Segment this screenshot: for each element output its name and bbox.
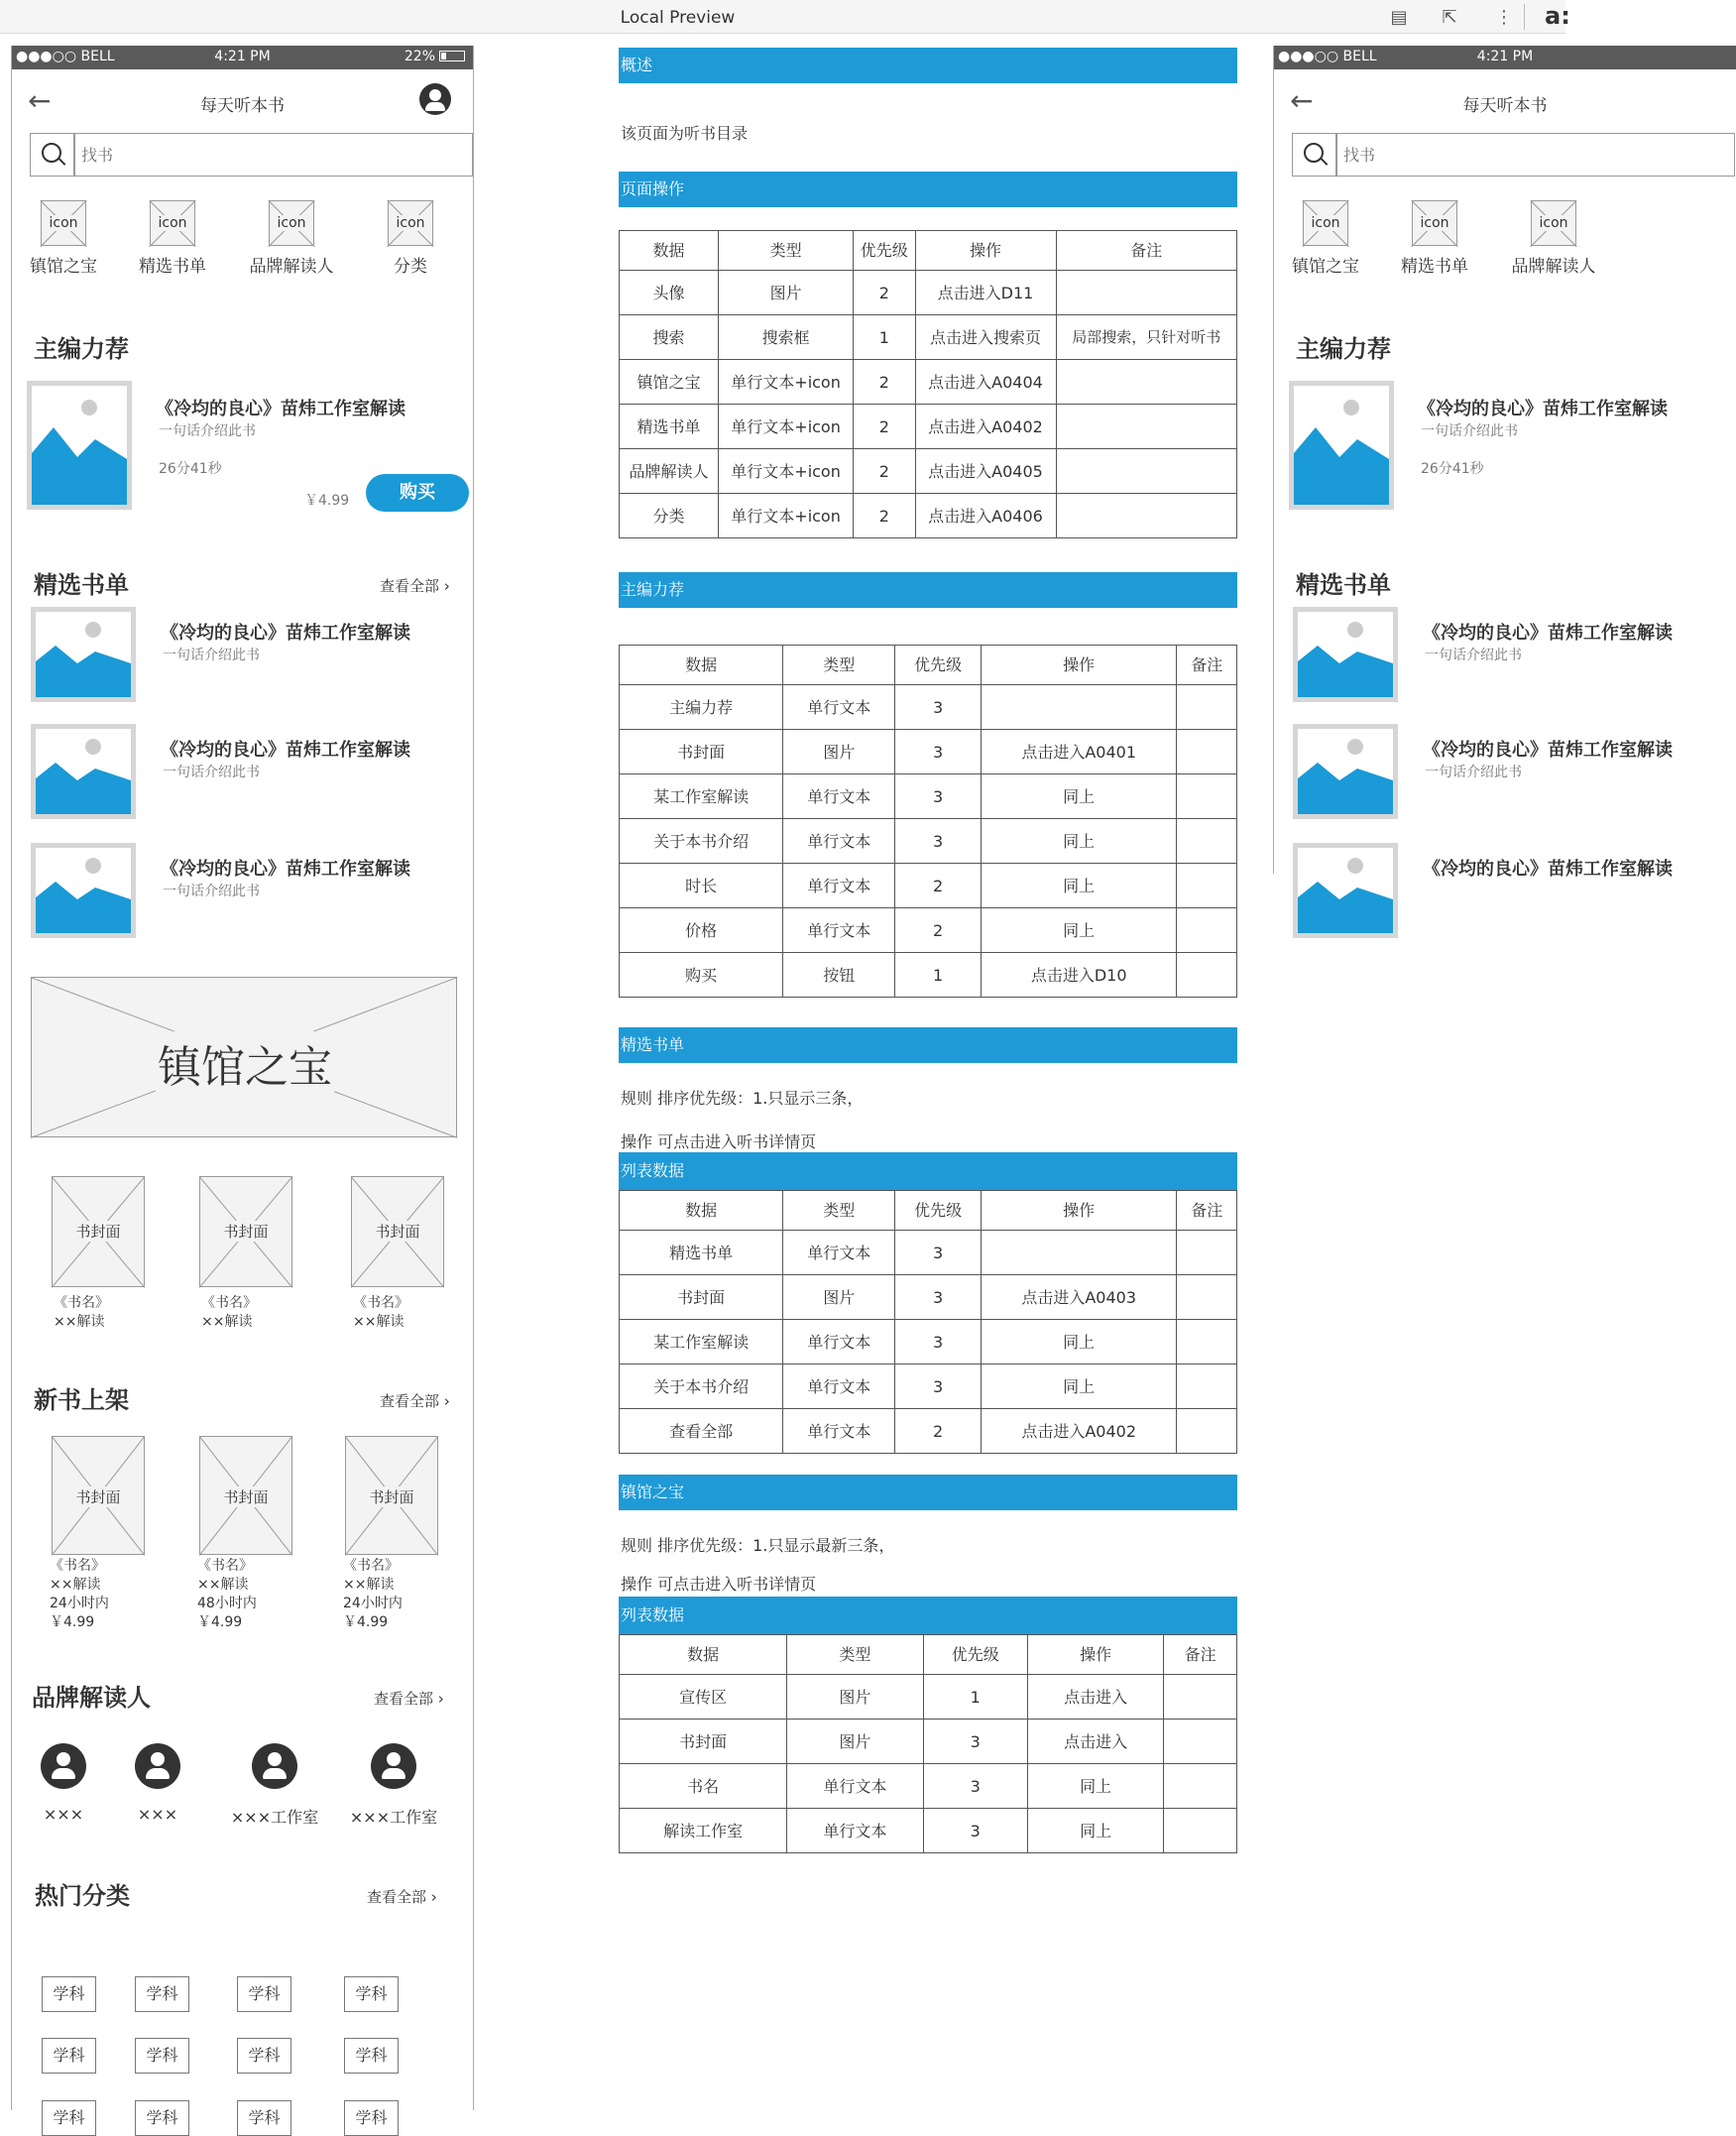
table-row: 镇馆之宝 单行文本+icon 2 点击进入A0404 — [620, 360, 1237, 405]
image-placeholder-icon — [36, 759, 131, 814]
status-time: 4:21 PM — [214, 49, 271, 64]
section-heading-categories: 热门分类 — [35, 1882, 130, 1910]
pick-subtitle: 一句话介绍此书 — [163, 884, 260, 899]
section-heading-readers: 品牌解读人 — [32, 1684, 151, 1712]
status-bar — [1274, 46, 1736, 69]
pick-title[interactable]: 《冷均的良心》苗炜工作室解读 — [161, 859, 410, 880]
back-arrow-icon[interactable]: ← — [28, 84, 52, 117]
featured-book-subtitle: 一句话介绍此书 — [1421, 423, 1518, 439]
nav-bar — [12, 69, 473, 133]
quick-item-treasure[interactable] — [19, 200, 108, 277]
category-tag[interactable]: 学科 — [42, 1976, 96, 2012]
pick-title[interactable]: 《冷均的良心》苗炜工作室解读 — [161, 623, 410, 644]
table-header-row: 数据 类型 优先级 操作 备注 — [620, 231, 1237, 271]
page-title: 每天听本书 — [1462, 96, 1548, 116]
carrier-label: ●●●○○ BELL — [16, 49, 115, 64]
placeholder-icon: icon — [41, 200, 86, 246]
table-row: 解读工作室 单行文本 3 同上 — [620, 1809, 1237, 1853]
placeholder-icon: icon — [1531, 200, 1576, 246]
status-time: 4:21 PM — [1476, 49, 1534, 64]
search-icon[interactable] — [31, 134, 74, 176]
book-cover-image[interactable] — [1293, 724, 1398, 819]
pick-subtitle: 一句话介绍此书 — [1425, 648, 1522, 663]
book-cover-image[interactable] — [1289, 381, 1394, 510]
doc-treasure-op: 操作 可点击进入听书详情页 — [621, 1575, 817, 1594]
quick-item-readers[interactable] — [1509, 200, 1598, 277]
reader-avatar-icon[interactable] — [135, 1743, 180, 1789]
table-row: 搜索 搜索框 1 点击进入搜索页 局部搜索，只针对听书 — [620, 315, 1237, 360]
doc-section-header-overview: 概述 — [619, 48, 1237, 83]
reader-name: ××× — [43, 1805, 84, 1824]
book-cover-image[interactable] — [31, 724, 136, 819]
quick-item-label: 品牌解读人 — [1511, 257, 1596, 277]
search-bar — [1292, 133, 1735, 177]
reader-avatar-icon[interactable] — [41, 1743, 86, 1789]
table-row: 主编力荐 单行文本 3 — [620, 685, 1237, 730]
table-row: 宣传区 图片 1 点击进入 — [620, 1675, 1237, 1720]
see-all-picks-link[interactable]: 查看全部 › — [380, 577, 450, 595]
book-meta: 《书名》 ××解读 — [54, 1295, 109, 1330]
table-row: 分类 单行文本+icon 2 点击进入A0406 — [620, 494, 1237, 538]
quick-item-treasure[interactable] — [1281, 200, 1370, 277]
search-bar — [30, 133, 473, 177]
table-row: 关于本书介绍 单行文本 3 同上 — [620, 819, 1237, 864]
featured-book-subtitle: 一句话介绍此书 — [159, 423, 256, 439]
category-tag[interactable]: 学科 — [237, 1976, 291, 2012]
quick-entry-row — [12, 177, 473, 294]
chevron-right-icon: › — [437, 1690, 444, 1708]
table-row: 头像 图片 2 点击进入D11 — [620, 271, 1237, 315]
page-ops-table — [619, 230, 1237, 538]
nav-bar — [1274, 69, 1736, 133]
quick-entry-row — [1274, 177, 1736, 294]
book-cover-image[interactable] — [27, 381, 132, 510]
placeholder-icon: icon — [150, 200, 195, 246]
window-titlebar — [0, 0, 1570, 34]
book-meta: 《书名》 ××解读 — [201, 1295, 257, 1330]
image-placeholder-icon — [1298, 878, 1393, 933]
reader-avatar-icon[interactable] — [371, 1743, 416, 1789]
reader-name: ×××工作室 — [349, 1808, 438, 1827]
book-cover-placeholder[interactable]: 书封面 — [52, 1176, 145, 1287]
phone-mockup — [11, 46, 474, 2127]
doc-section-header-picks: 精选书单 — [619, 1027, 1237, 1063]
reader-name: ×××工作室 — [230, 1808, 319, 1827]
book-cover-placeholder[interactable]: 书封面 — [199, 1436, 292, 1555]
table-row: 关于本书介绍 单行文本 3 同上 — [620, 1365, 1237, 1409]
image-placeholder-icon — [1298, 642, 1393, 697]
doc-picks-op: 操作 可点击进入听书详情页 — [621, 1132, 817, 1151]
quick-item-label: 品牌解读人 — [249, 257, 334, 277]
category-tag[interactable]: 学科 — [42, 2038, 96, 2074]
quick-item-label: 镇馆之宝 — [1292, 257, 1359, 277]
table-header-row: 数据 类型 优先级 操作 备注 — [620, 1191, 1237, 1231]
chevron-right-icon: › — [443, 577, 450, 595]
section-heading-new-books: 新书上架 — [34, 1386, 129, 1414]
table-row: 书封面 图片 3 点击进入 — [620, 1720, 1237, 1764]
see-all-categories-link[interactable]: 查看全部 › — [367, 1888, 437, 1906]
editor-table — [619, 645, 1237, 998]
pick-title[interactable]: 《冷均的良心》苗炜工作室解读 — [1423, 859, 1673, 880]
pick-title[interactable]: 《冷均的良心》苗炜工作室解读 — [161, 740, 410, 761]
book-cover-image[interactable] — [31, 607, 136, 702]
see-all-readers-link[interactable]: 查看全部 › — [374, 1690, 444, 1708]
table-row: 某工作室解读 单行文本 3 同上 — [620, 1320, 1237, 1365]
pick-title[interactable]: 《冷均的良心》苗炜工作室解读 — [1423, 740, 1673, 761]
featured-duration: 26分41秒 — [159, 461, 222, 477]
book-cover-image[interactable] — [1293, 843, 1398, 938]
book-meta: 《书名》 ××解读 48小时内 ￥4.99 — [197, 1558, 257, 1630]
chevron-right-icon: › — [430, 1888, 437, 1906]
image-placeholder-icon — [36, 878, 131, 933]
reader-avatar-icon[interactable] — [252, 1743, 297, 1789]
image-placeholder-icon — [32, 419, 127, 505]
table-row: 书名 单行文本 3 同上 — [620, 1764, 1237, 1809]
table-header-row: 数据 类型 优先级 操作 备注 — [620, 1635, 1237, 1675]
search-input[interactable] — [74, 134, 472, 176]
image-placeholder-icon — [36, 642, 131, 697]
quick-item-category[interactable] — [366, 200, 455, 277]
category-tag[interactable]: 学科 — [344, 1976, 399, 2012]
battery-icon — [439, 51, 465, 61]
category-tag[interactable]: 学科 — [135, 2038, 189, 2074]
table-row: 书封面 图片 3 点击进入A0401 — [620, 730, 1237, 774]
section-heading-picks: 精选书单 — [34, 571, 129, 599]
table-row: 精选书单 单行文本 3 — [620, 1231, 1237, 1275]
chevron-right-icon: › — [443, 1392, 450, 1410]
category-tag[interactable]: 学科 — [135, 2100, 189, 2136]
category-tag[interactable]: 学科 — [135, 1976, 189, 2012]
featured-duration: 26分41秒 — [1421, 461, 1484, 477]
table-row: 精选书单 单行文本+icon 2 点击进入A0402 — [620, 405, 1237, 449]
table-row: 书封面 图片 3 点击进入A0403 — [620, 1275, 1237, 1320]
image-placeholder-icon — [1298, 759, 1393, 814]
section-heading-featured: 主编力荐 — [34, 335, 129, 363]
placeholder-icon: icon — [1303, 200, 1348, 246]
page-title: 每天听本书 — [200, 96, 285, 116]
book-cover-image[interactable] — [31, 843, 136, 938]
book-meta: 《书名》 ××解读 — [353, 1295, 408, 1330]
book-cover-placeholder[interactable]: 书封面 — [52, 1436, 145, 1555]
toolbar-divider — [1524, 4, 1525, 30]
quick-item-picks[interactable] — [128, 200, 217, 277]
placeholder-icon: icon — [269, 200, 314, 246]
phone-mockup-preview — [1273, 46, 1736, 880]
pick-subtitle: 一句话介绍此书 — [1425, 765, 1522, 780]
doc-treasure-rule: 规则 排序优先级：1.只显示最新三条， — [621, 1536, 895, 1555]
picks-table — [619, 1190, 1237, 1454]
category-tag[interactable]: 学科 — [237, 2100, 291, 2136]
banner-title: 镇馆之宝 — [156, 1031, 334, 1095]
featured-book-title[interactable]: 《冷均的良心》苗炜工作室解读 — [1418, 399, 1668, 419]
table-row: 某工作室解读 单行文本 3 同上 — [620, 774, 1237, 819]
doc-section-header-treasure: 镇馆之宝 — [619, 1475, 1237, 1510]
placeholder-icon: icon — [1412, 200, 1457, 246]
table-row: 时长 单行文本 2 同上 — [620, 864, 1237, 908]
category-tag[interactable]: 学科 — [237, 2038, 291, 2074]
pick-subtitle: 一句话介绍此书 — [163, 765, 260, 780]
treasure-table — [619, 1634, 1237, 1853]
search-input[interactable] — [1336, 134, 1734, 176]
book-meta: 《书名》 ××解读 24小时内 ￥4.99 — [343, 1558, 403, 1630]
battery-indicator — [405, 49, 465, 64]
book-meta: 《书名》 ××解读 24小时内 ￥4.99 — [50, 1558, 109, 1630]
more-icon[interactable]: ⋮ — [1495, 6, 1513, 28]
quick-item-readers[interactable] — [247, 200, 336, 277]
toolbar-text-button[interactable]: a: — [1545, 2, 1570, 30]
export-icon[interactable]: ⇱ — [1442, 6, 1457, 28]
image-placeholder-icon — [1294, 419, 1389, 505]
battery-label: 22% — [404, 49, 435, 64]
treasure-banner[interactable] — [31, 977, 457, 1137]
doc-treasure-list-header: 列表数据 — [619, 1597, 1237, 1634]
search-icon[interactable] — [1293, 134, 1336, 176]
carrier-label: ●●●○○ BELL — [1278, 49, 1377, 64]
table-row: 价格 单行文本 2 同上 — [620, 908, 1237, 953]
doc-picks-rule: 规则 排序优先级：1.只显示三条， — [621, 1089, 864, 1108]
quick-item-label: 镇馆之宝 — [30, 257, 97, 277]
reader-name: ××× — [137, 1805, 178, 1824]
featured-book-title[interactable]: 《冷均的良心》苗炜工作室解读 — [156, 399, 405, 419]
table-header-row: 数据 类型 优先级 操作 备注 — [620, 646, 1237, 685]
pick-subtitle: 一句话介绍此书 — [163, 648, 260, 663]
quick-item-label: 分类 — [394, 257, 427, 277]
doc-picks-list-header: 列表数据 — [619, 1152, 1237, 1190]
category-tag[interactable]: 学科 — [344, 2100, 399, 2136]
quick-item-picks[interactable] — [1390, 200, 1479, 277]
section-heading-featured: 主编力荐 — [1296, 335, 1391, 363]
book-cover-image[interactable] — [1293, 607, 1398, 702]
window-title: Local Preview — [620, 8, 736, 28]
pick-title[interactable]: 《冷均的良心》苗炜工作室解读 — [1423, 623, 1673, 644]
status-bar — [12, 46, 473, 69]
book-cover-placeholder[interactable]: 书封面 — [199, 1176, 292, 1287]
category-tag[interactable]: 学科 — [42, 2100, 96, 2136]
doc-overview-text: 该页面为听书目录 — [621, 124, 749, 143]
category-tag[interactable]: 学科 — [344, 2038, 399, 2074]
section-heading-picks: 精选书单 — [1296, 571, 1391, 599]
featured-price: ￥4.99 — [304, 493, 350, 509]
buy-button[interactable]: 购买 — [366, 474, 469, 512]
avatar-icon[interactable] — [419, 83, 451, 115]
table-row: 购买 按钮 1 点击进入D10 — [620, 953, 1237, 998]
book-cover-placeholder[interactable]: 书封面 — [345, 1436, 438, 1555]
back-arrow-icon[interactable]: ← — [1290, 84, 1314, 117]
doc-section-header-editor: 主编力荐 — [619, 572, 1237, 608]
document-icon[interactable]: ▤ — [1390, 6, 1408, 28]
doc-section-header-page-ops: 页面操作 — [619, 172, 1237, 207]
quick-item-label: 精选书单 — [1401, 257, 1468, 277]
quick-item-label: 精选书单 — [139, 257, 206, 277]
see-all-new-books-link[interactable]: 查看全部 › — [380, 1392, 450, 1410]
book-cover-placeholder[interactable]: 书封面 — [351, 1176, 444, 1287]
table-row: 查看全部 单行文本 2 点击进入A0402 — [620, 1409, 1237, 1454]
placeholder-icon: icon — [388, 200, 433, 246]
table-row: 品牌解读人 单行文本+icon 2 点击进入A0405 — [620, 449, 1237, 494]
